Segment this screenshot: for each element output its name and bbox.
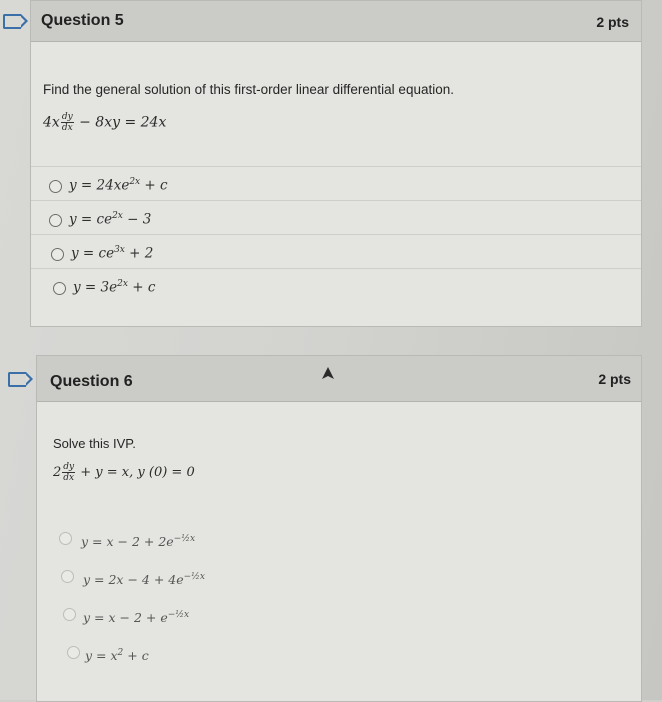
radio-button[interactable]: [51, 248, 64, 261]
radio-button[interactable]: [53, 282, 66, 295]
equation-coefficient: 4x: [43, 114, 60, 131]
derivative-denominator: dx: [63, 473, 75, 483]
question-title: Question 5: [41, 12, 124, 29]
answer-option[interactable]: [37, 560, 641, 594]
flag-question-icon[interactable]: [8, 372, 26, 387]
option-text: $y = ce^{2x} - 3$: [69, 211, 152, 228]
radio-button[interactable]: [67, 646, 80, 659]
answer-option[interactable]: [37, 598, 641, 632]
answer-option[interactable]: [31, 268, 641, 303]
question-points: 2 pts: [598, 371, 631, 387]
radio-button[interactable]: [49, 214, 62, 227]
option-text: $y = 24xe^{2x} + c$: [69, 177, 168, 194]
question-6-header: [37, 356, 641, 402]
question-6-body: [37, 402, 641, 701]
question-prompt: Solve this IVP.: [53, 436, 136, 451]
answer-option[interactable]: [31, 234, 641, 269]
question-equation: [43, 112, 166, 133]
radio-button[interactable]: [61, 570, 74, 583]
option-text: $y = 2x - 4 + 4e^{-\frac{1}{2}x}$: [83, 572, 205, 588]
question-equation: [53, 462, 195, 483]
question-5-body: [31, 42, 641, 326]
option-text: $y = x - 2 + e^{-\frac{1}{2}x}$: [83, 610, 190, 626]
question-title: Question 6: [50, 373, 133, 390]
option-text: $y = x - 2 + 2e^{-\frac{1}{2}x}$: [81, 534, 196, 550]
equation-rest: − 8xy = 24x: [79, 114, 167, 131]
answer-option[interactable]: [37, 522, 641, 556]
question-6-card: [36, 355, 642, 702]
derivative-numerator: dy: [63, 462, 75, 472]
option-text: $y = 3e^{2x} + c$: [73, 279, 156, 296]
derivative-numerator: dy: [61, 112, 73, 122]
answer-option[interactable]: [31, 166, 641, 201]
radio-button[interactable]: [49, 180, 62, 193]
question-points: 2 pts: [596, 14, 629, 30]
radio-button[interactable]: [59, 532, 72, 545]
radio-button[interactable]: [63, 608, 76, 621]
equation-rest: + y = x, y (0) = 0: [80, 465, 195, 480]
mouse-cursor-icon: [322, 367, 334, 381]
answer-option[interactable]: [31, 200, 641, 235]
flag-question-icon[interactable]: [3, 14, 21, 29]
derivative-fraction: [61, 112, 74, 133]
question-prompt: Find the general solution of this first-order linear differential equation.: [43, 82, 454, 97]
question-5-card: [30, 0, 642, 327]
equation-coefficient: 2: [53, 465, 62, 480]
derivative-fraction: [62, 462, 75, 483]
option-text: $y = ce^{3x} + 2$: [71, 245, 154, 262]
option-text: $y = x^2 + c$: [85, 648, 149, 664]
question-5-header: [31, 1, 641, 42]
answer-option[interactable]: [37, 636, 641, 670]
derivative-denominator: dx: [61, 123, 73, 133]
